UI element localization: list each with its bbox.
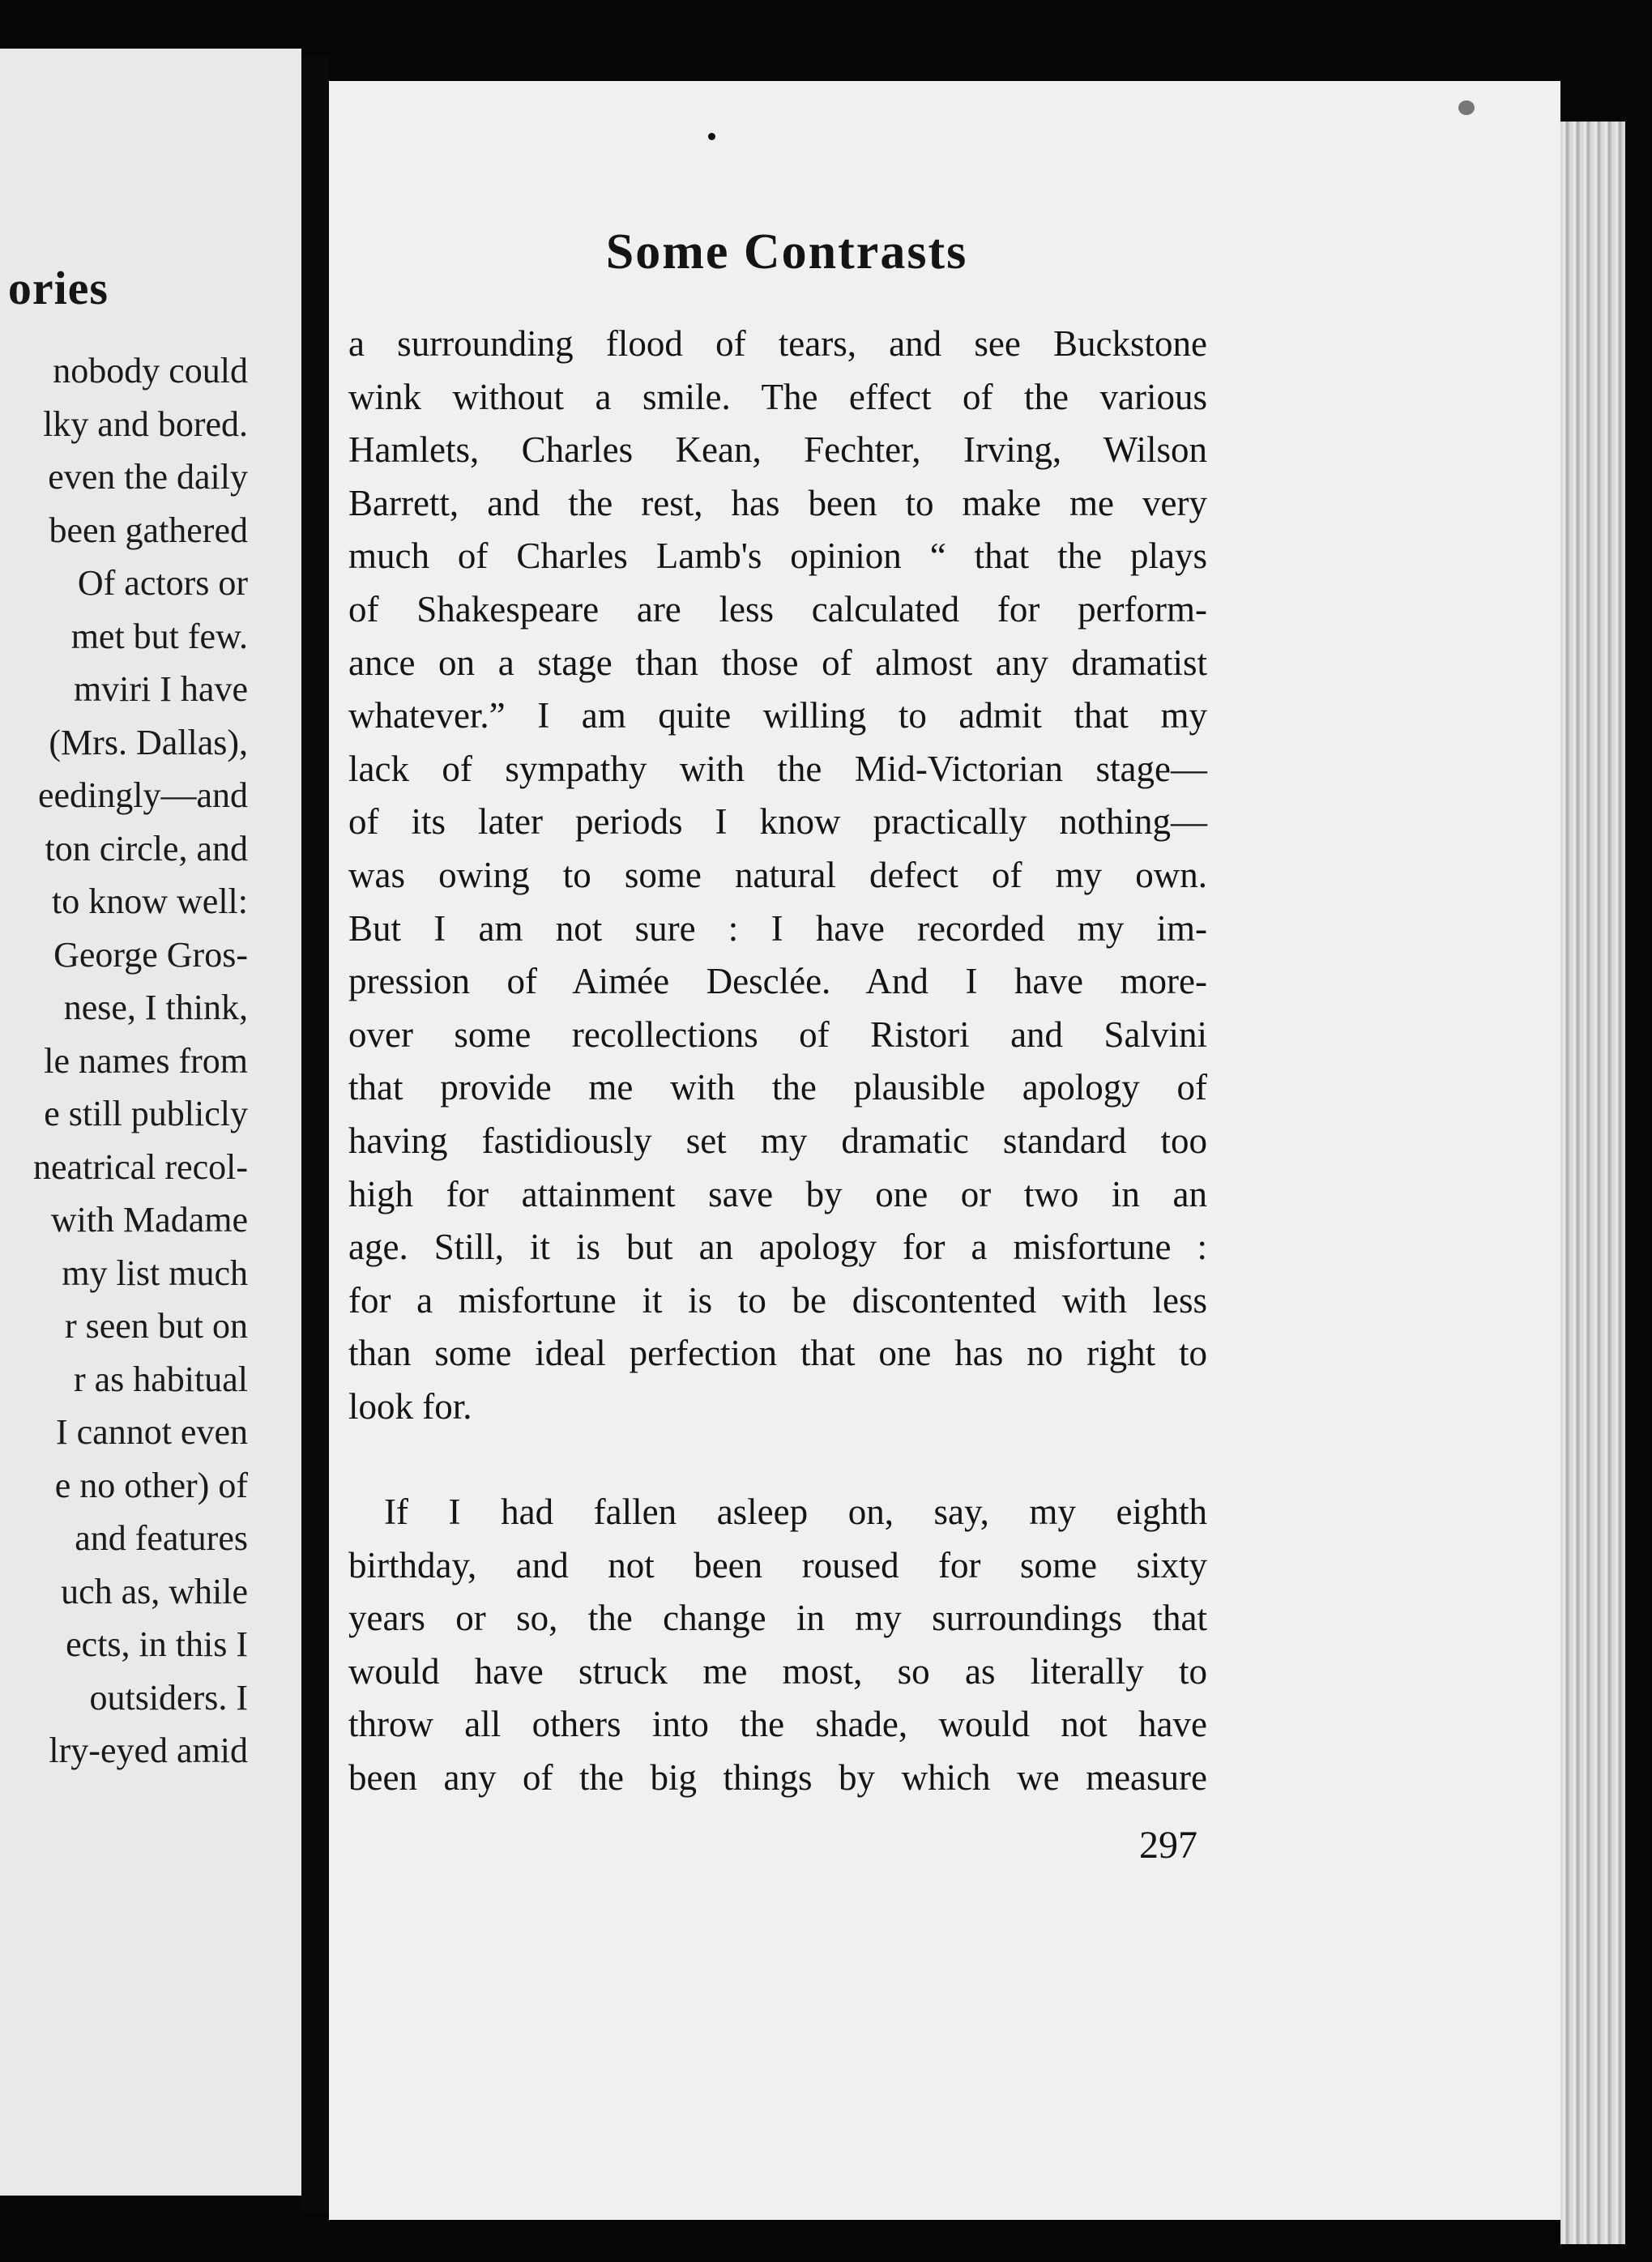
left-text-line: and features bbox=[75, 1518, 248, 1558]
text-line: look for. bbox=[348, 1386, 472, 1427]
ink-dot bbox=[708, 133, 715, 140]
right-page bbox=[329, 81, 1560, 2220]
left-text-line: ects, in this I bbox=[66, 1624, 248, 1664]
text-line: would have struck me most, so as literally to bbox=[348, 1650, 1207, 1692]
left-text-line: mviri I have bbox=[73, 669, 248, 709]
left-text-line: r as habitual bbox=[73, 1359, 248, 1399]
left-text-line: I cannot even bbox=[56, 1412, 248, 1452]
text-line: pression of Aimée Desclée. And I have more- bbox=[348, 961, 1207, 1002]
left-text-line: my list much bbox=[62, 1253, 248, 1293]
left-text-line: ton circle, and bbox=[45, 828, 248, 869]
left-text-line: even the daily bbox=[48, 457, 248, 497]
text-line: But I am not sure : I have recorded my im- bbox=[348, 907, 1207, 949]
text-line: over some recollections of Ristori and Salvini bbox=[348, 1014, 1207, 1055]
text-line: been any of the big things by which we measure bbox=[348, 1757, 1207, 1798]
text-line: ance on a stage than those of almost any dramatist bbox=[348, 642, 1207, 683]
text-line: than some ideal perfection that one has no right to bbox=[348, 1333, 1207, 1374]
text-line: throw all others into the shade, would not have bbox=[348, 1704, 1207, 1745]
left-text-line: eedingly—and bbox=[37, 775, 248, 815]
left-text-line: with Madame bbox=[50, 1200, 248, 1240]
left-text-line: uch as, while bbox=[61, 1571, 248, 1611]
text-line: of its later periods I know practically nothing— bbox=[348, 801, 1207, 843]
text-line: age. Still, it is but an apology for a misfortune : bbox=[348, 1227, 1207, 1268]
text-line: birthday, and not been roused for some sixty bbox=[348, 1544, 1207, 1586]
book-gutter bbox=[301, 57, 329, 2212]
ink-blot bbox=[1458, 100, 1475, 115]
text-line: If I had fallen asleep on, say, my eighth bbox=[384, 1492, 1207, 1532]
text-line: a surrounding flood of tears, and see Buckstone bbox=[348, 323, 1207, 364]
left-text-line: been gathered bbox=[49, 510, 248, 550]
text-line: much of Charles Lamb's opinion “ that the plays bbox=[348, 536, 1207, 577]
running-head: Some Contrasts bbox=[605, 224, 968, 280]
left-text-line: (Mrs. Dallas), bbox=[49, 722, 248, 762]
text-line: wink without a smile. The effect of the various bbox=[348, 376, 1207, 417]
page-number: 297 bbox=[1139, 1824, 1197, 1867]
text-line: high for attainment save by one or two in an bbox=[348, 1173, 1207, 1214]
text-line: having fastidiously set my dramatic standard too bbox=[348, 1120, 1207, 1161]
left-text-line: le names from bbox=[44, 1040, 248, 1081]
left-text-line: e still publicly bbox=[44, 1094, 248, 1133]
left-text-line: met but few. bbox=[70, 616, 248, 656]
left-text-line: neatrical recol- bbox=[32, 1146, 248, 1187]
left-text-line: r seen but on bbox=[64, 1306, 248, 1346]
text-line: was owing to some natural defect of my own. bbox=[348, 855, 1207, 895]
left-text-line: lry-eyed amid bbox=[49, 1731, 248, 1770]
left-text-line: e no other) of bbox=[54, 1465, 248, 1505]
left-text-line: outsiders. I bbox=[89, 1677, 248, 1718]
text-line: for a misfortune it is to be discontented with less bbox=[348, 1279, 1207, 1321]
text-line: years or so, the change in my surroundings that bbox=[348, 1598, 1207, 1639]
page-edges bbox=[1560, 122, 1625, 2244]
left-text-line: lky and bored. bbox=[43, 403, 248, 444]
text-line: whatever.” I am quite willing to admit that my bbox=[348, 695, 1207, 736]
text-line: lack of sympathy with the Mid-Victorian stage— bbox=[348, 748, 1207, 789]
left-running-head: ories bbox=[7, 262, 109, 314]
left-page bbox=[0, 49, 301, 2196]
text-line: of Shakespeare are less calculated for perform- bbox=[348, 589, 1207, 630]
left-text-line: Of actors or bbox=[77, 563, 248, 603]
left-text-line: George Gros- bbox=[53, 934, 248, 975]
text-line: that provide me with the plausible apology of bbox=[348, 1067, 1207, 1108]
left-text-line: to know well: bbox=[52, 881, 248, 921]
text-line: Barrett, and the rest, has been to make me very bbox=[348, 482, 1207, 523]
left-text-line: nobody could bbox=[53, 351, 248, 391]
left-text-line: nese, I think, bbox=[63, 988, 248, 1027]
text-line: Hamlets, Charles Kean, Fechter, Irving, Wilson bbox=[348, 429, 1207, 471]
